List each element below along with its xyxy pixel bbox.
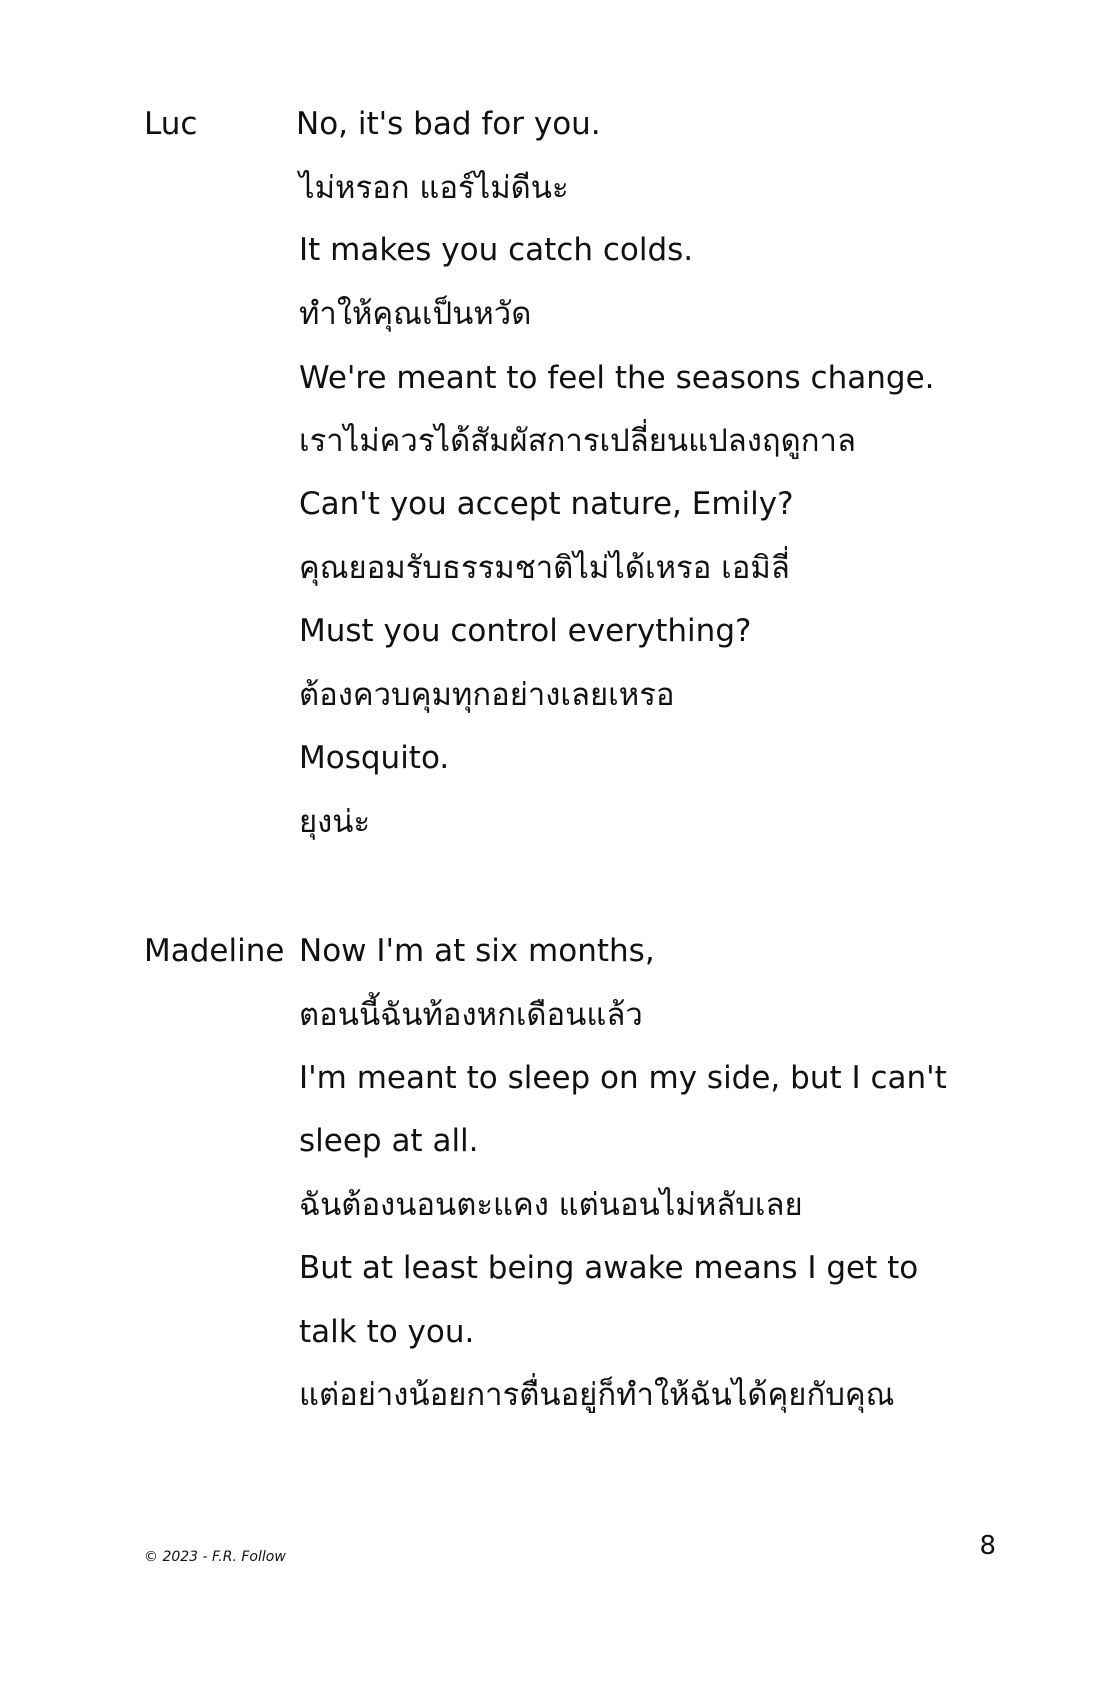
dialogue-line: Now I'm at six months, [299, 933, 655, 969]
dialogue-line: sleep at all. [299, 1123, 479, 1159]
speaker-name: Madeline [144, 933, 285, 969]
dialogue-line: ฉันต้องนอนตะแคง แต่นอนไม่หลับเลย [299, 1187, 803, 1223]
dialogue-line: ยุงน่ะ [299, 804, 371, 840]
dialogue-line: I'm meant to sleep on my side, but I can't [299, 1060, 947, 1096]
dialogue-line: Can't you accept nature, Emily? [299, 486, 794, 522]
dialogue-line: เราไม่ควรได้สัมผัสการเปลี่ยนแปลงฤดูกาล [299, 423, 856, 459]
dialogue-line: talk to you. [299, 1314, 475, 1350]
dialogue-line: Mosquito. [299, 740, 450, 776]
dialogue-line: ต้องควบคุมทุกอย่างเลยเหรอ [299, 677, 675, 713]
dialogue-line: It makes you catch colds. [299, 232, 694, 268]
dialogue-line: ไม่หรอก แอร์ไม่ดีนะ [299, 170, 569, 206]
dialogue-line: คุณยอมรับธรรมชาติไม่ได้เหรอ เอมิลี่ [299, 550, 790, 586]
dialogue-line: ทำให้คุณเป็นหวัด [299, 296, 532, 332]
speaker-name: Luc [144, 106, 198, 142]
copyright-notice: © 2023 - F.R. Follow [144, 1549, 286, 1565]
dialogue-line: No, it's bad for you. [296, 106, 601, 142]
page-number: 8 [979, 1531, 996, 1561]
dialogue-line: But at least being awake means I get to [299, 1250, 919, 1286]
dialogue-line: ตอนนี้ฉันท้องหกเดือนแล้ว [299, 997, 643, 1033]
dialogue-line: แต่อย่างน้อยการตื่นอยู่ก็ทำให้ฉันได้คุยกับคุณ [299, 1377, 895, 1413]
dialogue-line: We're meant to feel the seasons change. [299, 360, 935, 396]
dialogue-line: Must you control everything? [299, 613, 752, 649]
